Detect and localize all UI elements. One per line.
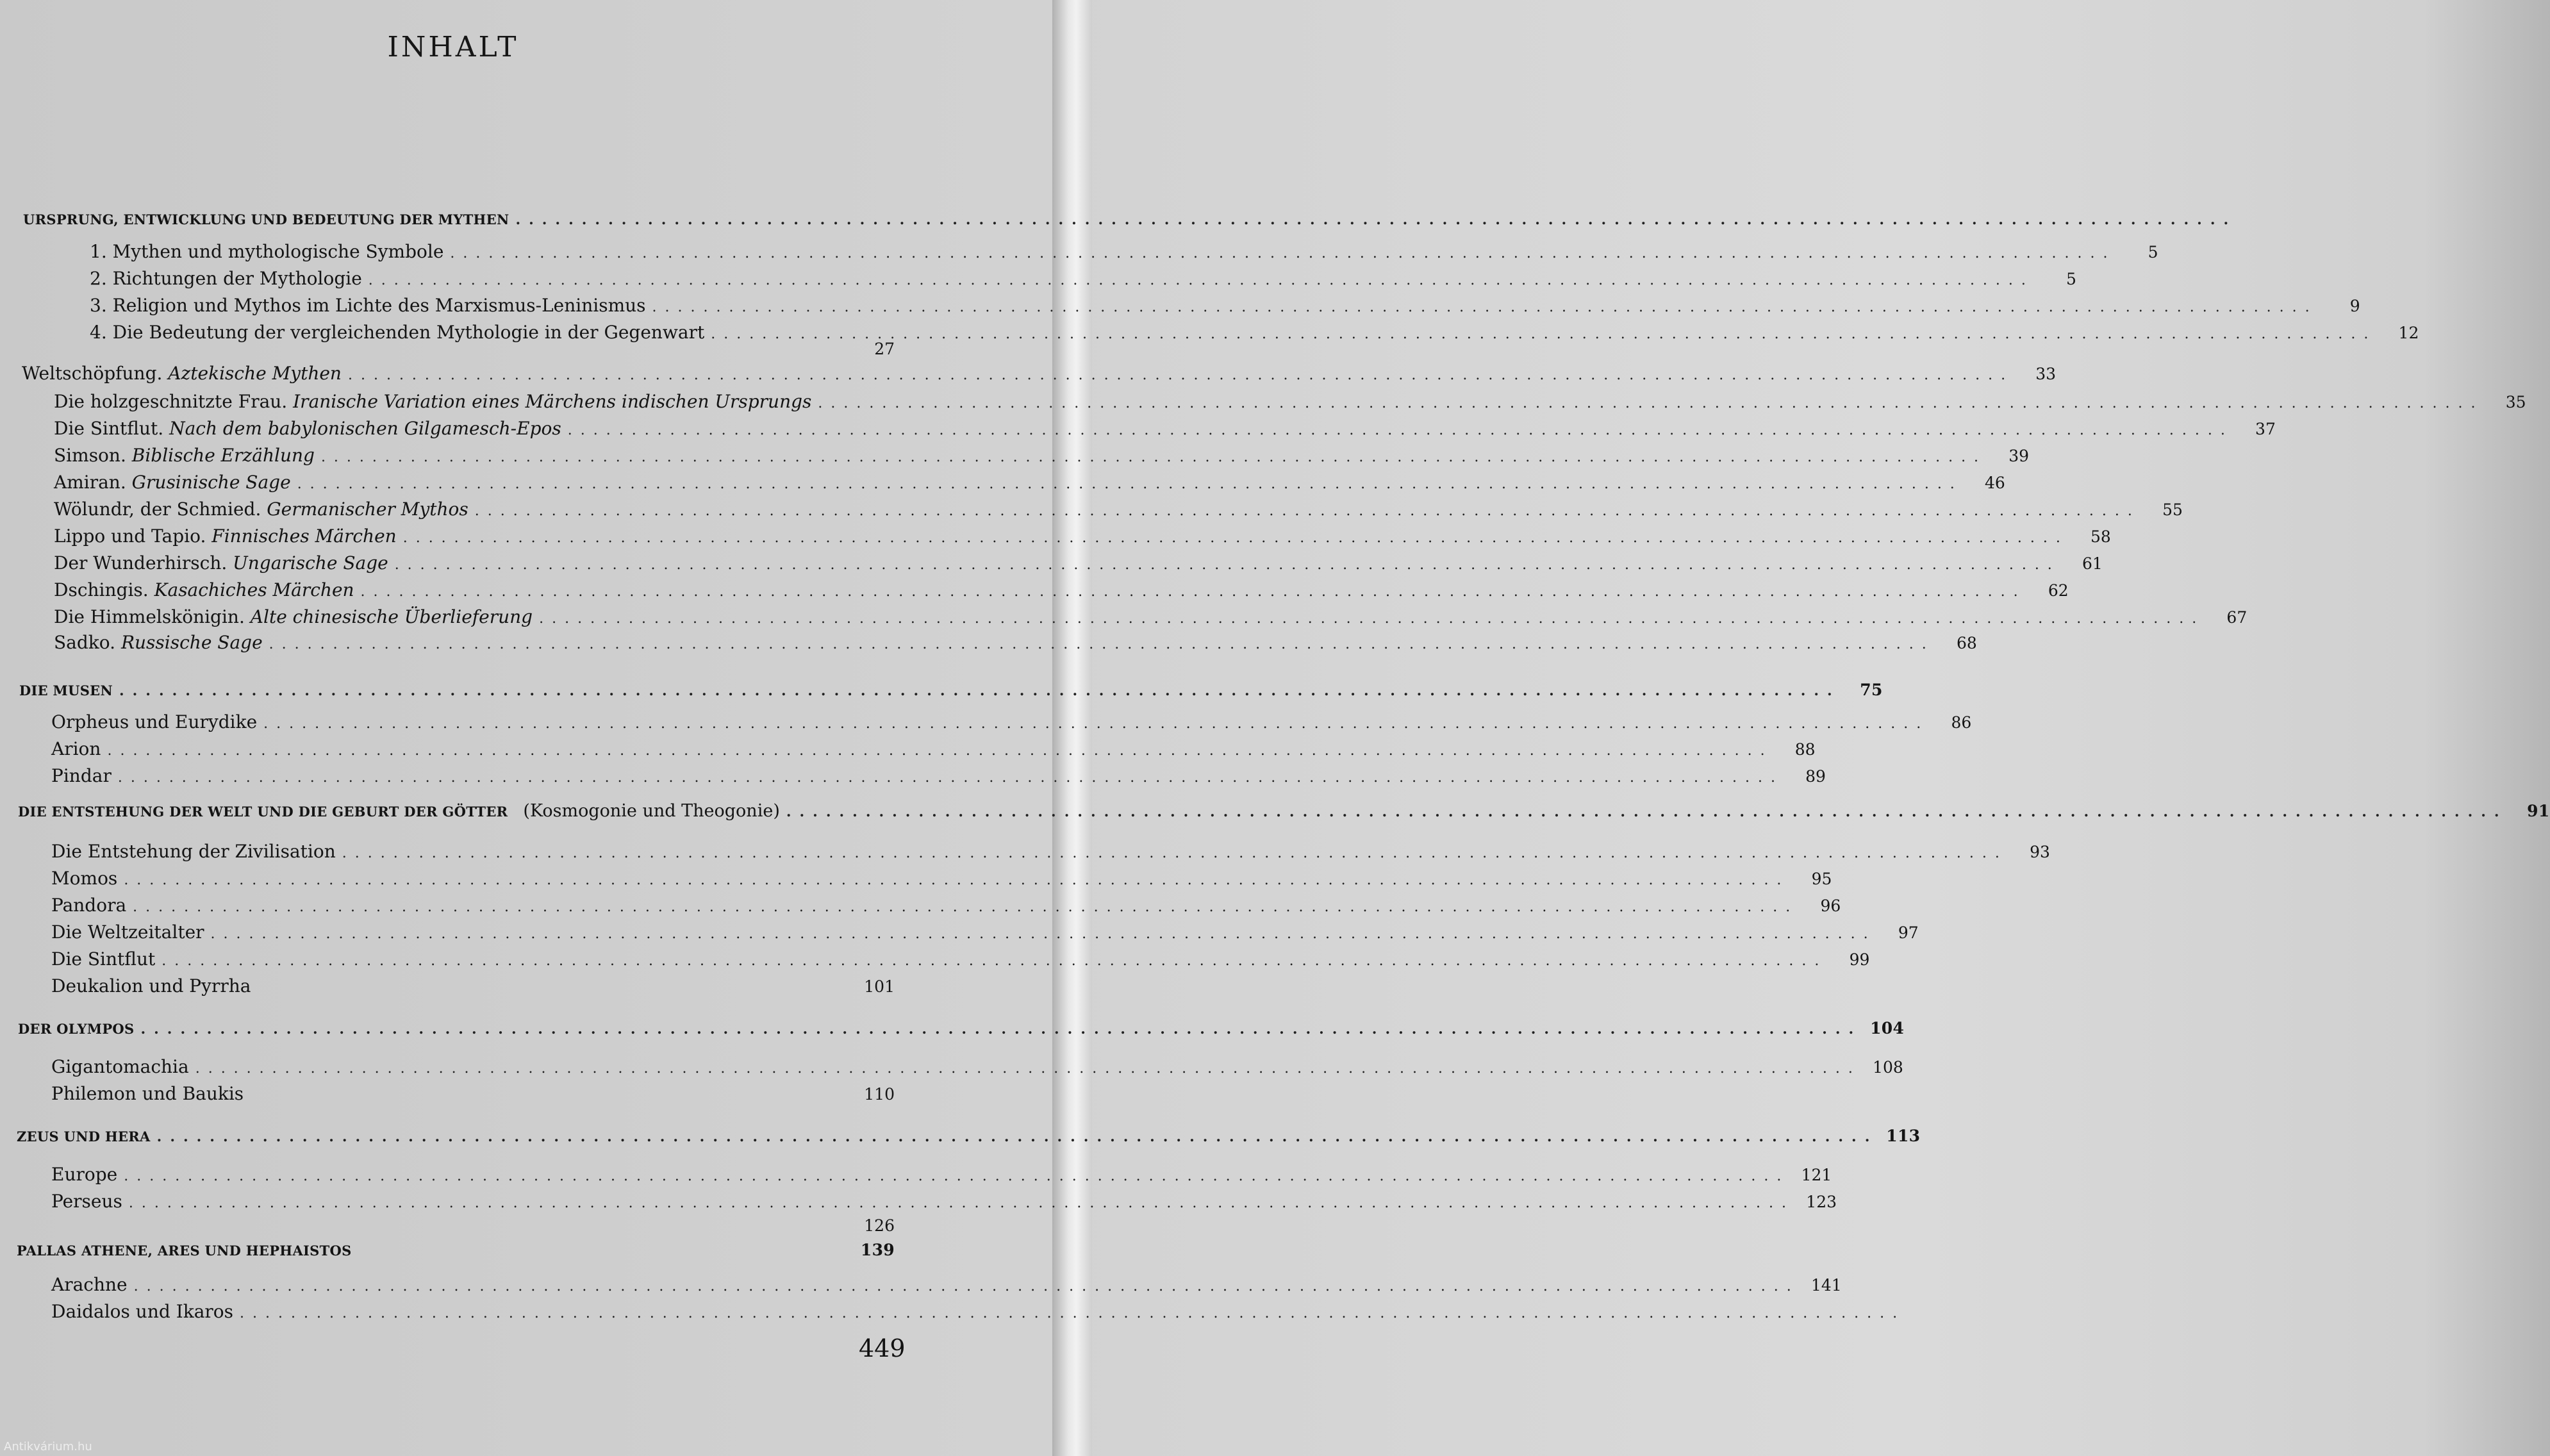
toc-entry: Die Sintflut. Nach dem babylonischen Gilgamesch-Epos .................................................................................................................................. 37 bbox=[54, 418, 2276, 439]
dot-leader: .................................................................................................................................. bbox=[263, 716, 1930, 732]
toc-entry: Die holzgeschnitzte Frau. Iranische Variation eines Märchens indischen Ursprungs .................................................................................................................................. 35 bbox=[54, 391, 2526, 412]
dot-leader: .................................................................................................................................. bbox=[195, 1061, 1861, 1077]
toc-section-heading: DIE ENTSTEHUNG DER WELT UND DIE GEBURT DER GÖTTER (Kosmogonie und Theogonie) .................................................................................................................................. 91 bbox=[18, 801, 2550, 821]
dot-leader: .................................................................................................................................. bbox=[394, 557, 2060, 573]
toc-section-end-page: 126 bbox=[864, 1216, 895, 1235]
toc-entry: Sadko. Russische Sage .................................................................................................................................. 68 bbox=[54, 632, 1977, 653]
toc-entry: 4. Die Bedeutung der vergleichenden Mythologie in der Gegenwart .................................................................................................................................. 12 bbox=[90, 322, 2419, 343]
dot-leader: .................................................................................................................................. bbox=[360, 584, 2026, 600]
toc-section-heading: Weltschöpfung. Aztekische Mythen .................................................................................................................................. 33 bbox=[22, 363, 2057, 384]
toc-entry: Amiran. Grusinische Sage .................................................................................................................................. 46 bbox=[54, 472, 2005, 493]
dot-leader: .................................................................................................................................. bbox=[818, 395, 2484, 411]
toc-entry: Die Sintflut .................................................................................................................................. 99 bbox=[51, 948, 1870, 970]
toc-entry: Deukalion und Pyrrha 101 bbox=[51, 975, 895, 997]
watermark-text: Antikvárium.hu bbox=[4, 1440, 92, 1453]
dot-leader: .................................................................................................................................. bbox=[652, 299, 2318, 315]
dot-leader: .................................................................................................................................. bbox=[119, 682, 1841, 699]
toc-section-heading: PALLAS ATHENE, ARES UND HEPHAISTOS 139 bbox=[17, 1241, 895, 1259]
dot-leader: .................................................................................................................................. bbox=[711, 326, 2377, 342]
dot-leader: .................................................................................................................................. bbox=[133, 899, 1799, 915]
toc-entry: Philemon und Baukis 110 bbox=[51, 1083, 895, 1104]
toc-entry: 3. Religion und Mythos im Lichte des Marxismus-Leninismus .................................................................................................................................. 9 bbox=[90, 295, 2360, 316]
toc-entry: Die Weltzeitalter .................................................................................................................................. 97 bbox=[51, 922, 1919, 943]
dot-leader: .................................................................................................................................. bbox=[320, 449, 1987, 465]
toc-entry: Der Wunderhirsch. Ungarische Sage .................................................................................................................................. 61 bbox=[54, 552, 2103, 574]
dot-leader: .................................................................................................................................. bbox=[124, 872, 1790, 888]
toc-entry: 2. Richtungen der Mythologie .................................................................................................................................. 5 bbox=[90, 268, 2076, 289]
toc-entry: Perseus .................................................................................................................................. 123 bbox=[51, 1191, 1837, 1212]
page-title: INHALT bbox=[387, 31, 519, 63]
dot-leader: .................................................................................................................................. bbox=[342, 845, 2008, 861]
dot-leader: .................................................................................................................................. bbox=[107, 743, 1773, 759]
page-number: 449 bbox=[859, 1334, 906, 1362]
toc-entry: Arachne .................................................................................................................................. 141 bbox=[51, 1274, 1842, 1295]
dot-leader: .................................................................................................................................. bbox=[240, 1305, 1906, 1321]
toc-section-heading: ZEUS UND HERA .................................................................................................................................. 113 bbox=[17, 1127, 1921, 1145]
dot-leader: .................................................................................................................................. bbox=[515, 211, 2237, 228]
dot-leader: .................................................................................................................................. bbox=[161, 953, 1828, 969]
toc-entry: Pindar .................................................................................................................................. 89 bbox=[51, 765, 1826, 786]
dot-leader: .................................................................................................................................. bbox=[128, 1195, 1795, 1211]
dot-leader: .................................................................................................................................. bbox=[539, 611, 2205, 627]
toc-entry: Die Entstehung der Zivilisation .................................................................................................................................. 93 bbox=[51, 841, 2050, 862]
toc-entry: Die Himmelskönigin. Alte chinesische Überlieferung .................................................................................................................................. 67 bbox=[54, 606, 2248, 627]
toc-entry: Wölundr, der Schmied. Germanischer Mythos .................................................................................................................................. 55 bbox=[54, 499, 2183, 520]
dot-leader: .................................................................................................................................. bbox=[133, 1278, 1800, 1295]
dot-leader: .................................................................................................................................. bbox=[210, 926, 1876, 942]
dot-leader: .................................................................................................................................. bbox=[567, 422, 2233, 438]
toc-entry: Orpheus und Eurydike .................................................................................................................................. 86 bbox=[51, 711, 1972, 732]
toc-entry: Dschingis. Kasachiches Märchen .................................................................................................................................. 62 bbox=[54, 579, 2069, 600]
toc-section-heading: DIE MUSEN .................................................................................................................................. 75 bbox=[19, 681, 1883, 699]
toc-section-heading: DER OLYMPOS .................................................................................................................................. 104 bbox=[18, 1019, 1905, 1038]
dot-leader: .................................................................................................................................. bbox=[269, 636, 1935, 652]
dot-leader: .................................................................................................................................. bbox=[124, 1168, 1790, 1184]
dot-leader: .................................................................................................................................. bbox=[368, 272, 2034, 288]
toc-section-end-page: 27 bbox=[874, 340, 895, 358]
toc-section-heading: URSPRUNG, ENTWICKLUNG UND BEDEUTUNG DER MYTHEN .................................................................................................................................. bbox=[23, 211, 2237, 228]
dot-leader: .................................................................................................................................. bbox=[140, 1021, 1862, 1038]
dot-leader: .................................................................................................................................. bbox=[297, 476, 1963, 492]
toc-entry: Simson. Biblische Erzählung .................................................................................................................................. 39 bbox=[54, 445, 2030, 466]
toc-entry: 1. Mythen und mythologische Symbole .................................................................................................................................. 5 bbox=[90, 241, 2158, 262]
toc-entry: Daidalos und Ikaros .................................................................................................................................. bbox=[51, 1301, 1906, 1322]
dot-leader: .................................................................................................................................. bbox=[347, 367, 2014, 383]
toc-entry: Momos .................................................................................................................................. 95 bbox=[51, 868, 1832, 889]
dot-leader: .................................................................................................................................. bbox=[450, 245, 2116, 261]
toc-entry: Europe .................................................................................................................................. 121 bbox=[51, 1164, 1832, 1185]
toc-entry: Arion .................................................................................................................................. 88 bbox=[51, 738, 1816, 759]
dot-leader: .................................................................................................................................. bbox=[156, 1129, 1878, 1145]
toc-entry: Gigantomachia .................................................................................................................................. 108 bbox=[51, 1056, 1903, 1077]
toc-entry: Pandora .................................................................................................................................. 96 bbox=[51, 895, 1841, 916]
dot-leader: .................................................................................................................................. bbox=[786, 804, 2508, 820]
dot-leader: .................................................................................................................................. bbox=[117, 770, 1784, 786]
dot-leader: .................................................................................................................................. bbox=[474, 503, 2140, 519]
dot-leader: .................................................................................................................................. bbox=[402, 530, 2069, 546]
toc-entry: Lippo und Tapio. Finnisches Märchen .................................................................................................................................. 58 bbox=[54, 525, 2111, 547]
